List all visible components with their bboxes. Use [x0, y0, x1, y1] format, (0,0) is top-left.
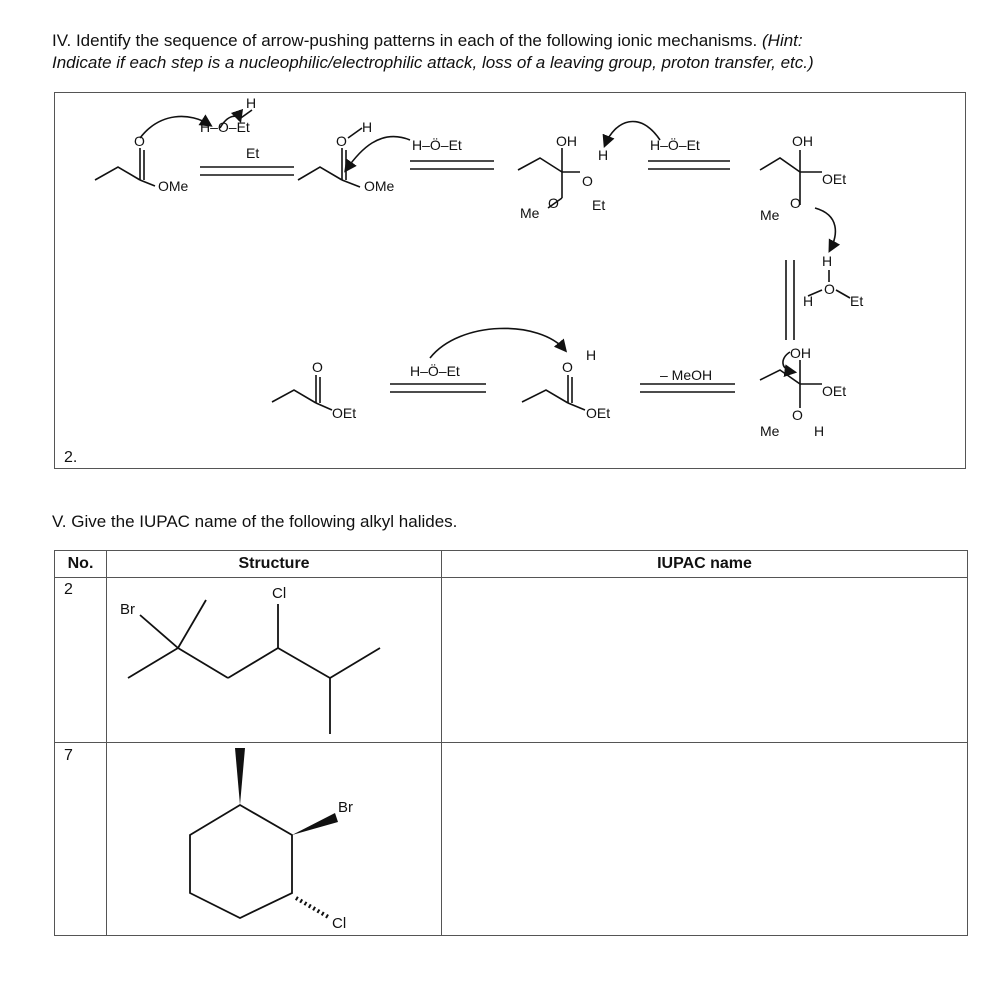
mol7-oet: OEt	[332, 405, 357, 421]
s7-br-label: Br	[338, 799, 353, 816]
svg-text:Et: Et	[850, 293, 864, 309]
reagent-ethanol-1: H–Ö–Et	[412, 137, 462, 153]
svg-text:O: O	[134, 133, 145, 149]
s2-cl-label: Cl	[272, 585, 287, 602]
row-number-7: 7	[64, 747, 73, 764]
svg-text:Me: Me	[760, 423, 780, 439]
svg-text:O: O	[312, 359, 323, 375]
reagent-minus-meoh: – MeOH	[660, 367, 713, 383]
row-number-2: 2	[64, 581, 73, 598]
svg-text:H: H	[586, 347, 597, 363]
svg-text:Et: Et	[246, 145, 260, 161]
svg-text:H: H	[803, 293, 814, 309]
header-no: No.	[67, 555, 94, 572]
svg-text:OEt: OEt	[822, 383, 847, 399]
s7-wedge-top	[235, 748, 245, 805]
svg-text:H–O–Et: H–O–Et	[200, 119, 250, 135]
svg-text:H: H	[814, 423, 825, 439]
s2-bond-br	[140, 615, 178, 648]
svg-text:OEt: OEt	[586, 405, 611, 421]
svg-text:O: O	[548, 195, 559, 211]
question-5-title: V. Give the IUPAC name of the following alkyl halides.	[52, 512, 458, 531]
svg-text:OH: OH	[792, 133, 813, 149]
s7-hash-cl	[296, 898, 330, 918]
svg-text:OH: OH	[790, 345, 811, 361]
svg-text:O: O	[336, 133, 347, 149]
problem-number: 2.	[64, 449, 78, 466]
svg-text:O: O	[582, 173, 593, 189]
s7-ring	[190, 805, 292, 918]
question-4-hint-start: (Hint:	[762, 31, 803, 50]
svg-text:Me: Me	[760, 207, 780, 223]
reagent-ethanol-2: H–Ö–Et	[650, 137, 700, 153]
s2-br-label: Br	[120, 601, 135, 618]
mol1-ome: OMe	[158, 178, 189, 194]
question-4-text: IV. Identify the sequence of arrow-pushing patterns in each of the following ionic mechanisms.	[52, 31, 758, 50]
svg-text:H: H	[362, 119, 373, 135]
svg-text:H: H	[822, 253, 833, 269]
header-iupac: IUPAC name	[657, 555, 752, 572]
s7-cl-label: Cl	[332, 915, 347, 932]
svg-text:O: O	[790, 195, 801, 211]
s7-wedge-br	[292, 813, 338, 835]
svg-text:O: O	[824, 281, 835, 297]
svg-text:O: O	[562, 359, 573, 375]
svg-text:H: H	[598, 147, 609, 163]
svg-text:O: O	[792, 407, 803, 423]
svg-text:Me: Me	[520, 205, 540, 221]
svg-text:H: H	[246, 95, 257, 111]
svg-text:OEt: OEt	[822, 171, 847, 187]
reagent-ethanol-3: H–Ö–Et	[410, 363, 460, 379]
header-structure: Structure	[238, 555, 310, 572]
question-4-hint-rest: Indicate if each step is a nucleophilic/electrophilic attack, loss of a leaving group, proton transfer, etc.)	[52, 53, 814, 72]
svg-text:Et: Et	[592, 197, 606, 213]
svg-text:OMe: OMe	[364, 178, 395, 194]
svg-text:OH: OH	[556, 133, 577, 149]
